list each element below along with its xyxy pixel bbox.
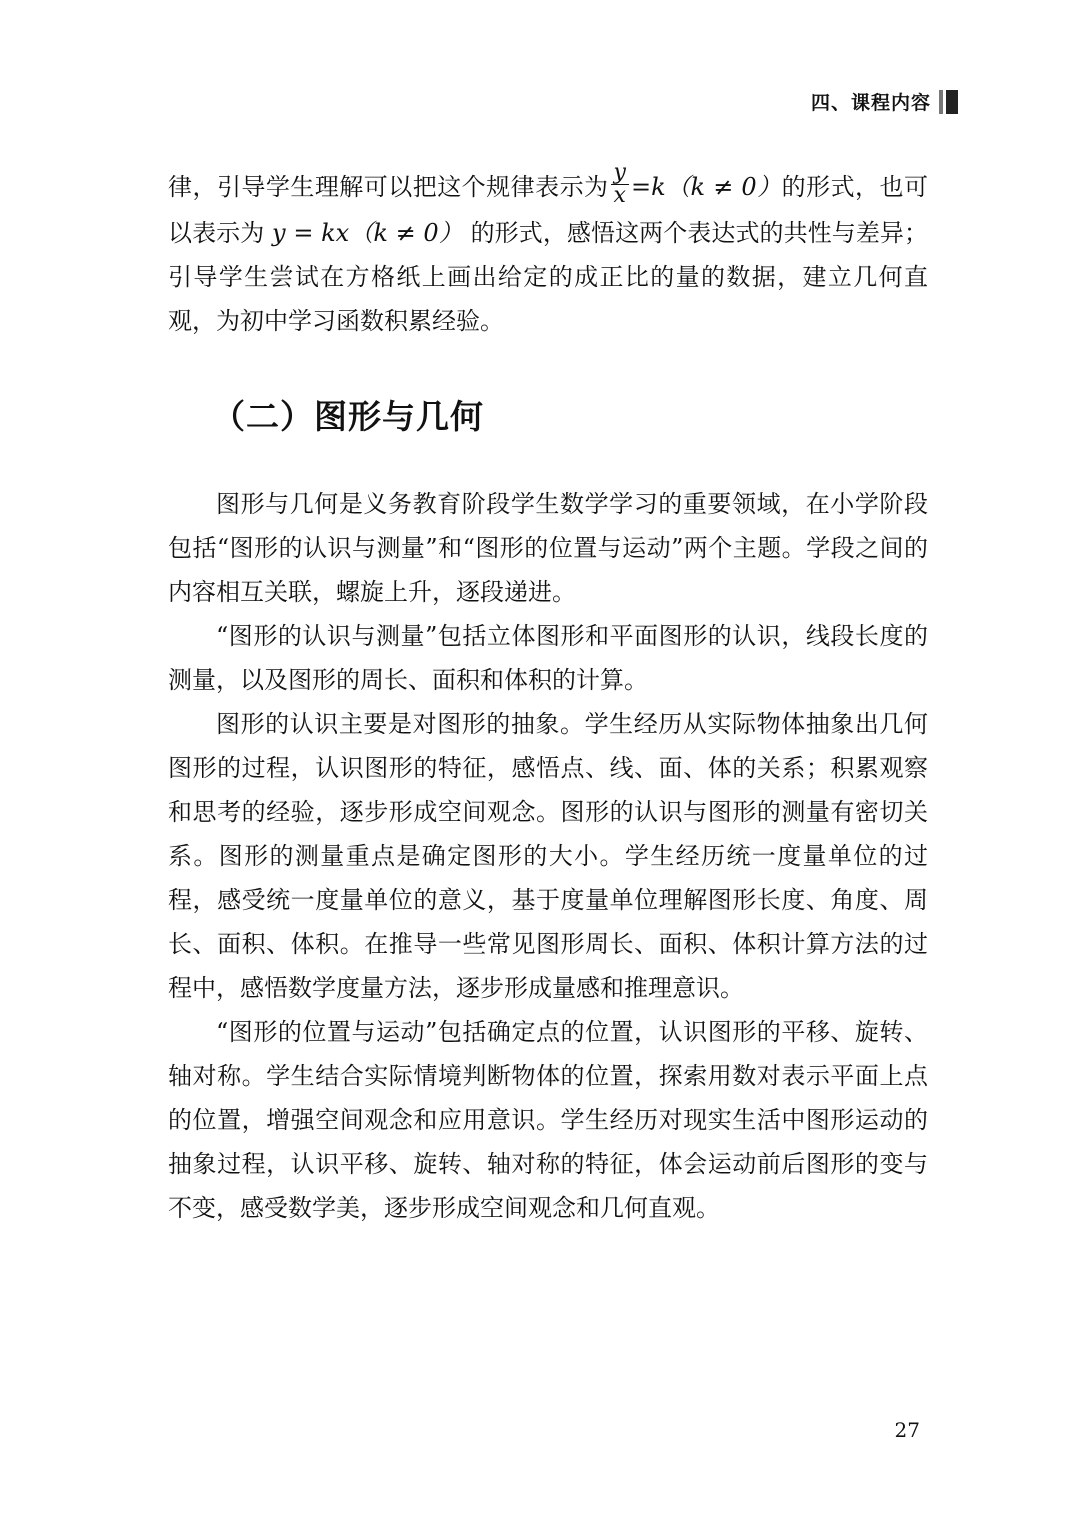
intro-line2-text: 以表示为	[168, 219, 265, 247]
header-bar-thick	[946, 90, 958, 114]
page-number: 27	[894, 1418, 920, 1442]
section-paragraph-4: “图形的位置与运动”包括确定点的位置，认识图形的平移、旋转、轴对称。学生结合实际情境判断物体的位置，探索用数对表示平面上点的位置，增强空间观念和应用意识。学生经历对现实生活中图形运动的抽象过程，认识平移、旋转、轴对称的特征，体会运动前后图形的变与不变，感受数学美，逐步形成空间观念和几何直观。	[168, 1018, 928, 1222]
fraction-denominator: x	[613, 183, 626, 208]
formula-y-equals-kx: y = kx（k ≠ 0）	[272, 219, 463, 247]
header-bar-thin	[939, 90, 943, 114]
section-heading: （二）图形与几何	[212, 397, 484, 436]
intro-line2-after: 的形式，感悟这两个表达式的共性与差异；引导学生尝试在方格纸上画出给定的成正比的量的数据，建立几何直观，为初中学习函数积累经验。	[168, 219, 929, 335]
header-bar-icon	[939, 90, 958, 114]
section-paragraph-3: 图形的认识主要是对图形的抽象。学生经历从实际物体抽象出几何图形的过程，认识图形的特征，感悟点、线、面、体的关系；积累观察和思考的经验，逐步形成空间观念。图形的认识与图形的测量有密切关系。图形的测量重点是确定图形的大小。学生经历统一度量单位的过程，感受统一度量单位的意义，基于度量单位理解图形长度、角度、周长、面积、体积。在推导一些常见图形周长、面积、体积计算方法的过程中，感悟数学度量方法，逐步形成量感和推理意识。	[168, 710, 928, 1002]
section-paragraph-1: 图形与几何是义务教育阶段学生数学学习的重要领域，在小学阶段包括“图形的认识与测量”和“图形的位置与运动”两个主题。学段之间的内容相互关联，螺旋上升，逐段递进。	[168, 490, 928, 606]
fraction-numerator: y	[611, 162, 629, 185]
formula-k-not-zero: =k（k ≠ 0）	[630, 173, 782, 201]
fraction-y-over-x	[611, 162, 629, 207]
intro-paragraph	[168, 160, 929, 343]
running-header	[811, 88, 958, 115]
page-body	[168, 160, 929, 1230]
section-paragraph-2: “图形的认识与测量”包括立体图形和平面图形的认识，线段长度的测量，以及图形的周长、面积和体积的计算。	[168, 622, 928, 694]
intro-line1-text: 律，引导学生理解可以把这个规律表示为	[168, 173, 609, 201]
header-title: 四、课程内容	[810, 92, 931, 114]
intro-line1-after: 的形式，也可	[781, 173, 928, 201]
